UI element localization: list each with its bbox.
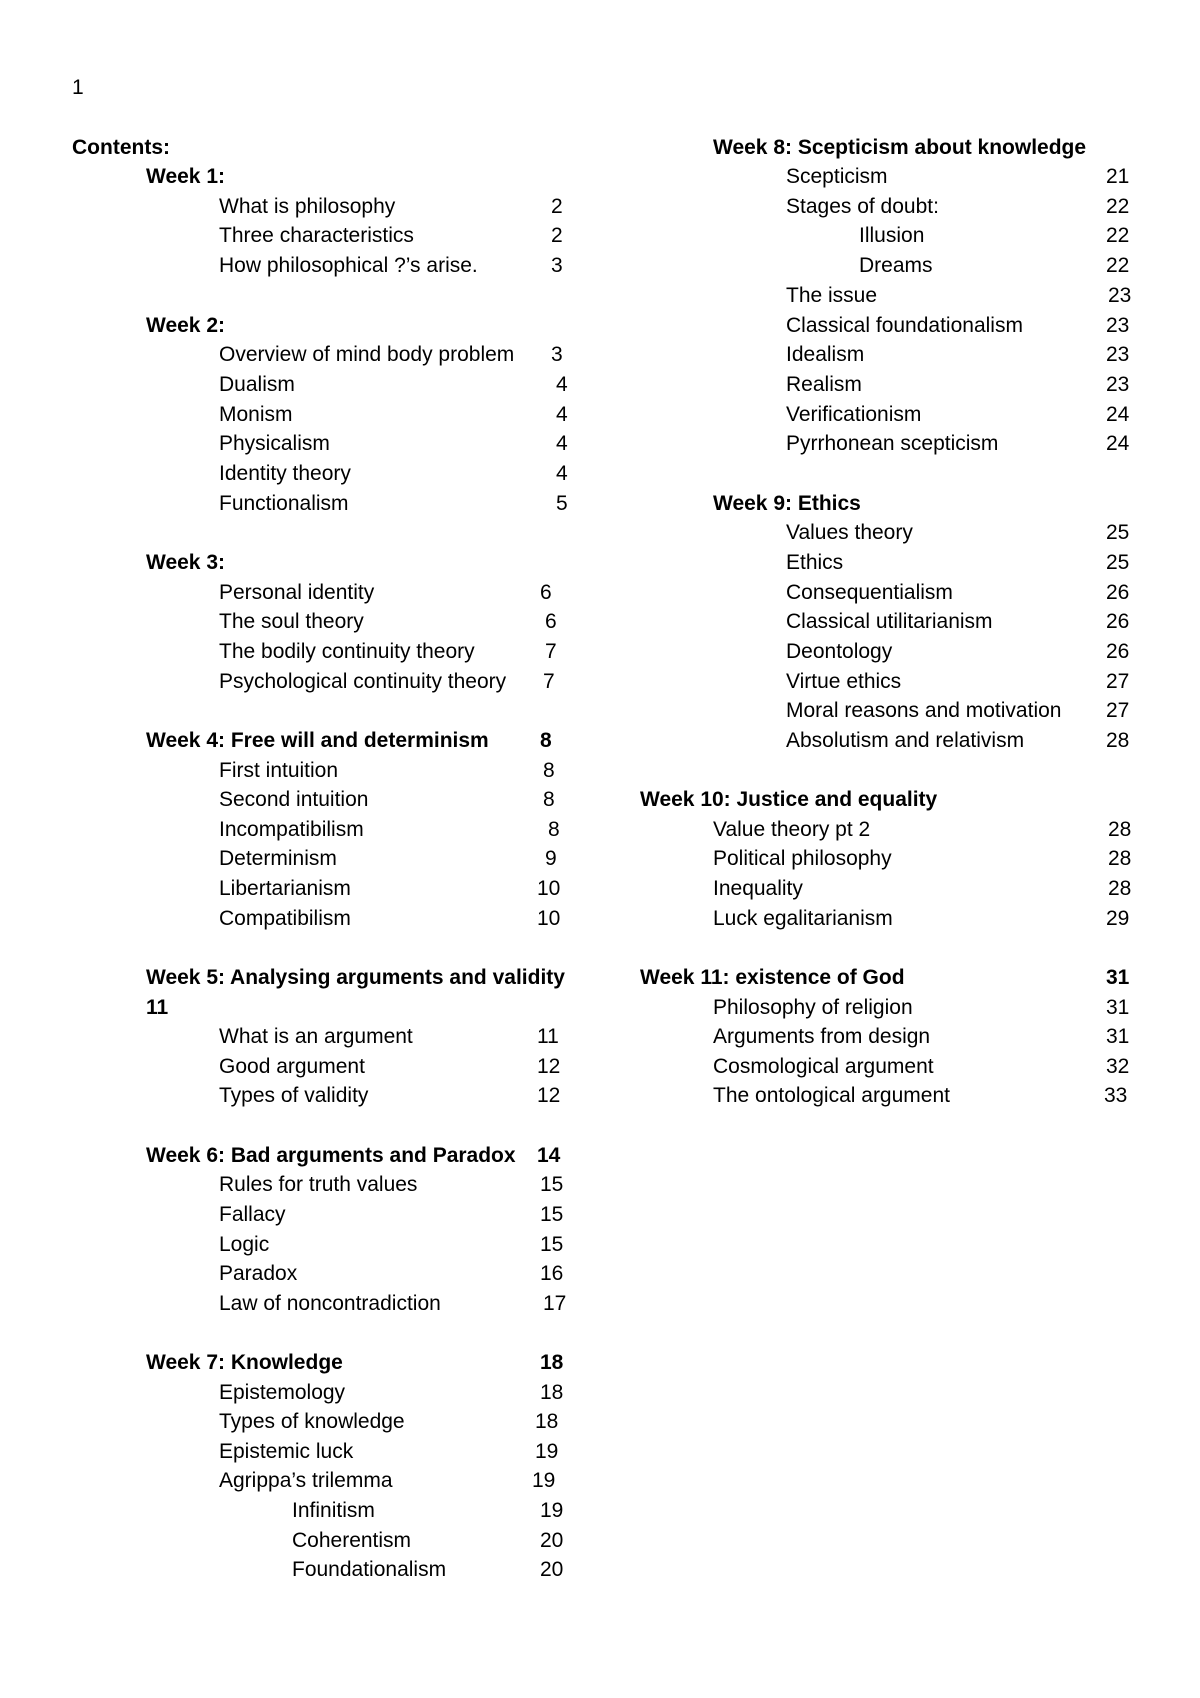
toc-entry: Personal identity xyxy=(219,581,375,604)
toc-page-number: 28 xyxy=(1108,877,1132,900)
toc-entry: Deontology xyxy=(786,640,893,663)
toc-entry: Good argument xyxy=(219,1055,365,1078)
toc-page-number: 28 xyxy=(1108,847,1132,870)
toc-entry: Stages of doubt: xyxy=(786,195,939,218)
toc-page-number: 26 xyxy=(1106,640,1130,663)
toc-entry: Political philosophy xyxy=(713,847,892,870)
toc-page-number: 19 xyxy=(540,1499,564,1522)
toc-page-number: 20 xyxy=(540,1529,564,1552)
toc-entry: Identity theory xyxy=(219,462,351,485)
toc-page-number: 9 xyxy=(545,847,557,870)
toc-page-number: 33 xyxy=(1104,1084,1128,1107)
toc-page-number: 23 xyxy=(1106,343,1130,366)
toc-page-number: 8 xyxy=(543,788,555,811)
toc-page-number: 12 xyxy=(537,1084,561,1107)
toc-page-number: 31 xyxy=(1106,996,1130,1019)
toc-entry: Paradox xyxy=(219,1262,298,1285)
toc-entry: Pyrrhonean scepticism xyxy=(786,432,999,455)
toc-entry: Classical foundationalism xyxy=(786,314,1023,337)
toc-subentry: Coherentism xyxy=(292,1529,412,1552)
toc-page-number: 31 xyxy=(1106,966,1130,989)
toc-entry: Types of knowledge xyxy=(219,1410,405,1433)
toc-page-number: 24 xyxy=(1106,403,1130,426)
toc-page-number: 19 xyxy=(532,1469,556,1492)
toc-entry: Virtue ethics xyxy=(786,670,902,693)
toc-page-number: 22 xyxy=(1106,254,1130,277)
toc-entry: Law of noncontradiction xyxy=(219,1292,441,1315)
week-2-heading: Week 2: xyxy=(146,314,225,337)
toc-page-number: 2 xyxy=(551,195,563,218)
toc-page-number: 7 xyxy=(543,670,555,693)
toc-page-number: 31 xyxy=(1106,1025,1130,1048)
toc-entry: Libertarianism xyxy=(219,877,351,900)
toc-page-number: 24 xyxy=(1106,432,1130,455)
week-5-heading: Week 5: Analysing arguments and validity xyxy=(146,966,565,989)
toc-entry: The soul theory xyxy=(219,610,364,633)
toc-entry: Idealism xyxy=(786,343,865,366)
toc-entry: Incompatibilism xyxy=(219,818,364,841)
toc-page-number: 5 xyxy=(556,492,568,515)
week-1-heading: Week 1: xyxy=(146,165,225,188)
toc-page-number: 10 xyxy=(537,907,561,930)
toc-page-number: 10 xyxy=(537,877,561,900)
toc-page-number: 8 xyxy=(540,729,552,752)
toc-entry: Absolutism and relativism xyxy=(786,729,1025,752)
toc-entry: Scepticism xyxy=(786,165,888,188)
toc-page-number: 23 xyxy=(1106,314,1130,337)
toc-page-number: 22 xyxy=(1106,195,1130,218)
toc-entry: Overview of mind body problem xyxy=(219,343,515,366)
toc-page-number: 26 xyxy=(1106,581,1130,604)
toc-subentry: Dreams xyxy=(859,254,933,277)
toc-page-number: 21 xyxy=(1106,165,1130,188)
toc-page-number: 20 xyxy=(540,1558,564,1581)
toc-page-number: 2 xyxy=(551,224,563,247)
toc-page-number: 6 xyxy=(540,581,552,604)
week-7-heading: Week 7: Knowledge xyxy=(146,1351,343,1374)
toc-page-number: 3 xyxy=(551,343,563,366)
toc-entry: Fallacy xyxy=(219,1203,286,1226)
toc-entry: What is an argument xyxy=(219,1025,413,1048)
contents-heading: Contents: xyxy=(72,136,170,159)
week-9-heading: Week 9: Ethics xyxy=(713,492,861,515)
week-6-heading: Week 6: Bad arguments and Paradox xyxy=(146,1144,516,1167)
toc-page-number: 23 xyxy=(1106,373,1130,396)
toc-page-number: 23 xyxy=(1108,284,1132,307)
toc-entry: Philosophy of religion xyxy=(713,996,913,1019)
toc-page-number: 16 xyxy=(540,1262,564,1285)
toc-page-number: 22 xyxy=(1106,224,1130,247)
toc-entry: Epistemology xyxy=(219,1381,346,1404)
toc-page-number: 12 xyxy=(537,1055,561,1078)
toc-page-number: 8 xyxy=(548,818,560,841)
toc-entry: Inequality xyxy=(713,877,803,900)
toc-page-number: 15 xyxy=(540,1203,564,1226)
toc-page-number: 4 xyxy=(556,432,568,455)
toc-entry: The bodily continuity theory xyxy=(219,640,475,663)
toc-entry: Realism xyxy=(786,373,862,396)
toc-page-number: 25 xyxy=(1106,521,1130,544)
toc-page-number: 4 xyxy=(556,462,568,485)
toc-subentry: Illusion xyxy=(859,224,925,247)
toc-entry: Monism xyxy=(219,403,293,426)
toc-entry: Value theory pt 2 xyxy=(713,818,871,841)
toc-page-number: 15 xyxy=(540,1173,564,1196)
toc-page-number: 11 xyxy=(537,1025,559,1048)
toc-entry: Agrippa’s trilemma xyxy=(219,1469,393,1492)
toc-page-number: 18 xyxy=(540,1351,564,1374)
toc-entry: Cosmological argument xyxy=(713,1055,934,1078)
toc-entry: Logic xyxy=(219,1233,270,1256)
toc-page-number: 25 xyxy=(1106,551,1130,574)
toc-page-number: 27 xyxy=(1106,699,1130,722)
week-3-heading: Week 3: xyxy=(146,551,225,574)
toc-entry: Determinism xyxy=(219,847,337,870)
toc-entry: Dualism xyxy=(219,373,295,396)
toc-page-number: 32 xyxy=(1106,1055,1130,1078)
week-8-heading: Week 8: Scepticism about knowledge xyxy=(713,136,1087,159)
week-4-heading: Week 4: Free will and determinism xyxy=(146,729,489,752)
toc-page-number: 18 xyxy=(535,1410,559,1433)
toc-entry: Types of validity xyxy=(219,1084,369,1107)
week-11-heading: Week 11: existence of God xyxy=(640,966,905,989)
toc-page-number: 28 xyxy=(1106,729,1130,752)
toc-entry: What is philosophy xyxy=(219,195,396,218)
toc-page-number: 4 xyxy=(556,403,568,426)
toc-page-number: 17 xyxy=(543,1292,567,1315)
toc-subentry: Infinitism xyxy=(292,1499,375,1522)
toc-entry: Physicalism xyxy=(219,432,330,455)
toc-entry: Three characteristics xyxy=(219,224,414,247)
toc-subentry: Foundationalism xyxy=(292,1558,447,1581)
toc-entry: Luck egalitarianism xyxy=(713,907,893,930)
toc-page-number: 8 xyxy=(543,759,555,782)
toc-entry: The issue xyxy=(786,284,878,307)
week-10-heading: Week 10: Justice and equality xyxy=(640,788,938,811)
toc-entry: Arguments from design xyxy=(713,1025,931,1048)
toc-entry: Epistemic luck xyxy=(219,1440,354,1463)
toc-entry: Moral reasons and motivation xyxy=(786,699,1062,722)
toc-page-number: 6 xyxy=(545,610,557,633)
toc-entry: Ethics xyxy=(786,551,844,574)
toc-entry: Compatibilism xyxy=(219,907,351,930)
toc-page-number: 4 xyxy=(556,373,568,396)
toc-page-number: 14 xyxy=(537,1144,561,1167)
toc-page-number: 28 xyxy=(1108,818,1132,841)
toc-entry: First intuition xyxy=(219,759,339,782)
toc-entry: Second intuition xyxy=(219,788,369,811)
toc-page-number: 27 xyxy=(1106,670,1130,693)
toc-entry: Consequentialism xyxy=(786,581,953,604)
toc-page-number: 3 xyxy=(551,254,563,277)
page-number: 1 xyxy=(72,76,84,99)
toc-entry: Classical utilitarianism xyxy=(786,610,993,633)
toc-page-number: 29 xyxy=(1106,907,1130,930)
toc-entry: Functionalism xyxy=(219,492,349,515)
toc-entry: The ontological argument xyxy=(713,1084,950,1107)
toc-entry: Rules for truth values xyxy=(219,1173,418,1196)
toc-page-number: 11 xyxy=(146,996,169,1019)
toc-page-number: 7 xyxy=(545,640,557,663)
toc-page-number: 15 xyxy=(540,1233,564,1256)
toc-entry: Verificationism xyxy=(786,403,922,426)
toc-entry: Values theory xyxy=(786,521,913,544)
toc-page-number: 19 xyxy=(535,1440,559,1463)
toc-entry: How philosophical ?’s arise. xyxy=(219,254,478,277)
toc-page-number: 18 xyxy=(540,1381,564,1404)
toc-entry: Psychological continuity theory xyxy=(219,670,507,693)
toc-page-number: 26 xyxy=(1106,610,1130,633)
